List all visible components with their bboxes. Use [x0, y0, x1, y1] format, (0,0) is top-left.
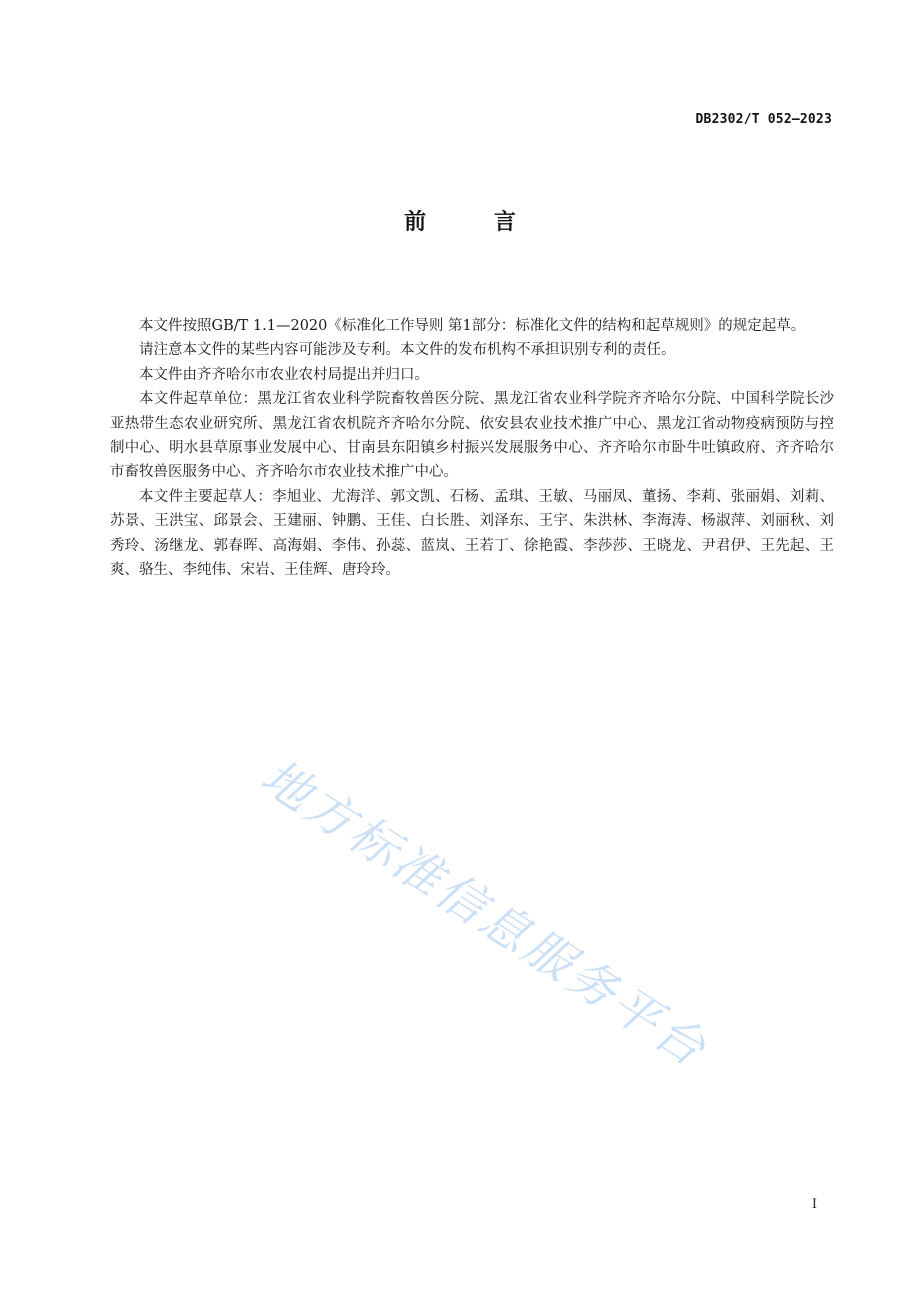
- watermark: 地方标准信息服务平台: [251, 748, 718, 1079]
- paragraph-drafters: 本文件主要起草人：李旭业、尤海洋、郭文凯、石杨、孟琪、王敏、马丽凤、董扬、李莉、张丽娟、刘莉、苏景、王洪宝、邱景会、王建丽、钟鹏、王佳、白长胜、刘泽东、王宇、朱洪林、李海涛、杨淑萍、刘丽秋、刘秀玲、汤继龙、郭春晖、高海娟、李伟、孙蕊、蓝岚、王若丁、徐艳霞、李莎莎、王晓龙、尹君伊、王先起、王爽、骆生、李纯伟、宋岩、王佳辉、唐玲玲。: [110, 488, 834, 579]
- paragraph-drafting-units: 本文件起草单位：黑龙江省农业科学院畜牧兽医分院、黑龙江省农业科学院齐齐哈尔分院、中国科学院长沙亚热带生态农业研究所、黑龙江省农机院齐齐哈尔分院、依安县农业技术推广中心、黑龙江省动物疫病预防与控制中心、明水县草原事业发展中心、甘南县东阳镇乡村振兴发展服务中心、齐齐哈尔市卧牛吐镇政府、齐齐哈尔市畜牧兽医服务中心、齐齐哈尔市农业技术推广中心。: [110, 391, 834, 481]
- page-number: I: [811, 1197, 817, 1212]
- paragraph-patent-notice: 请注意本文件的某些内容可能涉及专利。本文件的发布机构不承担识别专利的责任。: [139, 342, 676, 359]
- document-code: DB2302/T 052—2023: [695, 112, 832, 127]
- foreword-body: [110, 314, 834, 582]
- paragraph-proposer: 本文件由齐齐哈尔市农业农村局提出并归口。: [139, 366, 429, 383]
- page-title: 前 言: [404, 210, 546, 235]
- paragraph-drafting-rules: 本文件按照GB/T 1.1—2020《标准化工作导则 第1部分：标准化文件的结构和起草规则》的规定起草。: [139, 318, 806, 334]
